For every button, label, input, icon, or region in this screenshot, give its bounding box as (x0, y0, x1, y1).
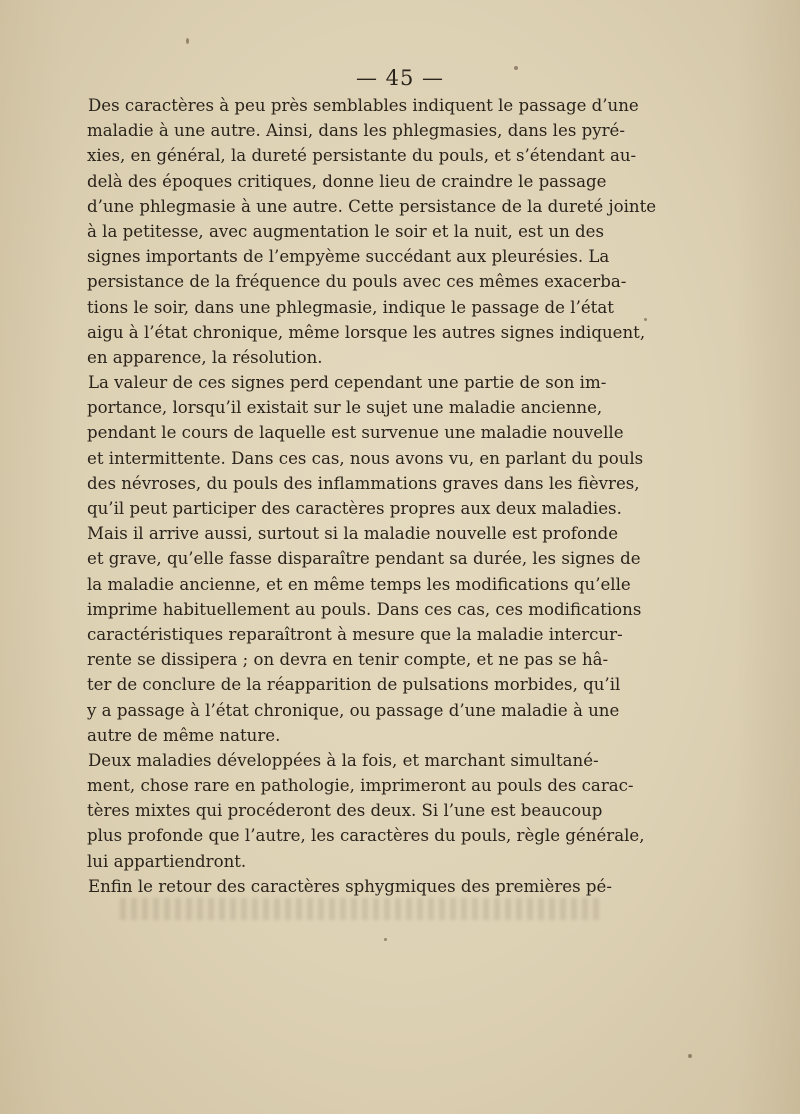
text-line: plus profonde que l’autre, les caractères du pouls, règle générale, (87, 826, 645, 846)
text-line: ter de conclure de la réapparition de pulsations morbides, qu’il (87, 675, 621, 695)
text-line: pendant le cours de laquelle est survenue une maladie nouvelle (87, 423, 624, 443)
text-line: imprime habituellement au pouls. Dans ces cas, ces modifications (87, 599, 642, 619)
paper-speck (688, 1054, 692, 1058)
text-line: ment, chose rare en pathologie, imprimeront au pouls des carac- (87, 776, 634, 796)
text-line: et grave, qu’elle fasse disparaître pendant sa durée, les signes de (87, 549, 641, 569)
paragraph-1 (87, 93, 657, 370)
text-line: xies, en général, la dureté persistante du pouls, et s’étendant au- (87, 146, 637, 166)
paper-speck (186, 38, 189, 44)
show-through-text (120, 898, 600, 920)
text-line: rente se dissipera ; on devra en tenir compte, et ne pas se hâ- (87, 650, 609, 670)
body-text (87, 93, 657, 899)
paragraph-3 (87, 748, 645, 874)
text-line: La valeur de ces signes perd cependant une partie de son im- (88, 373, 607, 393)
text-line: aigu à l’état chronique, même lorsque les autres signes indiquent, (87, 322, 646, 342)
text-line: y a passage à l’état chronique, ou passage d’une maladie à une (87, 700, 620, 720)
paper-speck (384, 938, 387, 941)
text-line: à la petitesse, avec augmentation le soir et la nuit, est un des (87, 221, 604, 241)
text-line: lui appartiendront. (87, 851, 247, 871)
text-line: Enfin le retour des caractères sphygmiques des premières pé- (88, 876, 612, 896)
text-line: signes importants de l’empyème succédant aux pleurésies. La (87, 247, 610, 267)
paragraph-2 (87, 370, 644, 748)
text-line: persistance de la fréquence du pouls avec ces mêmes exacerba- (87, 272, 627, 292)
paragraph-4 (87, 874, 612, 899)
text-line: portance, lorsqu’il existait sur le sujet une maladie ancienne, (87, 398, 603, 418)
text-line: delà des époques critiques, donne lieu de craindre le passage (87, 171, 607, 191)
paper-speck (644, 318, 647, 321)
text-line: tions le soir, dans une phlegmasie, indique le passage de l’état (87, 297, 614, 317)
text-line: tères mixtes qui procéderont des deux. Si l’une est beaucoup (87, 801, 603, 821)
text-line: qu’il peut participer des caractères propres aux deux maladies. (87, 499, 622, 518)
text-line: autre de même nature. (87, 725, 281, 745)
paper-speck (514, 66, 518, 70)
text-line: et intermittente. Dans ces cas, nous avons vu, en parlant du pouls (87, 448, 644, 468)
text-line: Mais il arrive aussi, surtout si la maladie nouvelle est profonde (87, 524, 619, 544)
text-line: en apparence, la résolution. (87, 347, 323, 367)
text-line: Des caractères à peu près semblables indiquent le passage d’une (88, 96, 639, 115)
text-line: Deux maladies développées à la fois, et marchant simultané- (88, 750, 599, 770)
page-number: — 45 — (355, 66, 445, 90)
text-line: la maladie ancienne, et en même temps les modifications qu’elle (87, 574, 631, 594)
text-line: des névroses, du pouls des inflammations graves dans les fièvres, (87, 473, 640, 493)
text-line: d’une phlegmasie à une autre. Cette persistance de la dureté jointe (87, 196, 657, 216)
text-line: caractéristiques reparaîtront à mesure que la maladie intercur- (87, 624, 623, 644)
text-line: maladie à une autre. Ainsi, dans les phlegmasies, dans les pyré- (87, 121, 625, 141)
